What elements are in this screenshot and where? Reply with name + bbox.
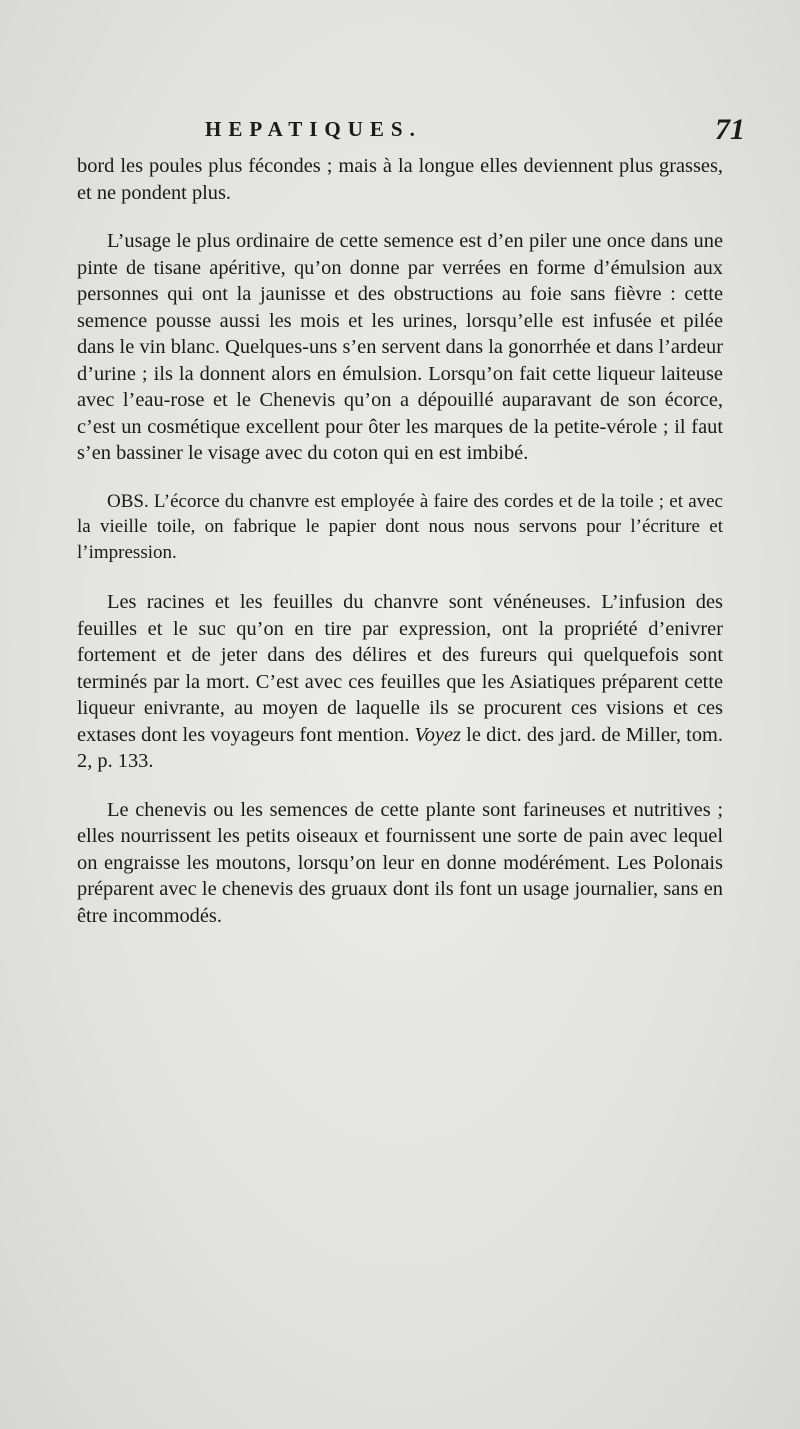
paragraph-toxicity-reference: le dict. des jard. de Miller, tom. 2, p. 133. (77, 723, 723, 772)
running-head: HEPATIQUES. (205, 117, 422, 141)
paragraph-toxicity-text: Les racines et les feuilles du chanvre sont vénéneuses. L’infusion des feuilles et le suc qu’on en tire par expression, ont la propriété d’enivrer fortement et de jeter dans des délires et des fureurs qui quelquefois sont terminés par la mort. C’est avec ces feuilles que les Asiatiques préparent cette liqueur enivrante, au moyen de laquelle ils se procurent ces visions et ces extases dont les voyageurs font mention. (77, 591, 723, 746)
paragraph-hempseed: Le chenevis ou les semences de cette plante sont farineuses et nutritives ; elles nourrissent les petits oiseaux et fournissent une sorte de pain avec lequel on engraisse les moutons, lorsqu’on leur en donne modérément. Les Polonais préparent avec le chenevis des gruaux dont ils font un usage journalier, sans en être incommodés. (77, 798, 723, 927)
paragraph-usage: L’usage le plus ordinaire de cette semence est d’en piler une once dans une pinte de tisane apéritive, qu’on donne par verrées en forme d’émulsion aux personnes qui ont la jaunisse et des obstructions au foie sans fièvre : cette semence pousse aussi les mois et les urines, lorsqu’elle est infusée et pilée dans le vin blanc. Quelques-uns s’en servent dans la gonorrhée et dans l’ardeur d’urine ; ils la donnent alors en émulsion. Lorsqu’on fait cette liqueur laiteuse avec l’eau-rose et le Chenevis qu’on a dépouillé auparavant de son écorce, c’est un cosmétique excellent pour ôter les marques de la petite-vérole ; il faut s’en bassiner le visage avec du coton qui en est imbibé. (77, 230, 723, 464)
paragraph-toxicity-emphasis: Voyez (414, 723, 461, 746)
main-text (77, 153, 723, 929)
paragraph-observation: OBS. L’écorce du chanvre est employée à faire des cordes et de la toile ; et avec la vieille toile, on fabrique le papier dont nous nous servons pour l’écriture et l’impression. (77, 490, 723, 563)
paragraph-toxicity (77, 589, 723, 775)
paragraph-continuation: bord les poules plus fécondes ; mais à la longue elles deviennent plus grasses, et ne pondent plus. (77, 155, 723, 204)
page-number: 71 (715, 113, 745, 146)
page-header (205, 113, 745, 149)
